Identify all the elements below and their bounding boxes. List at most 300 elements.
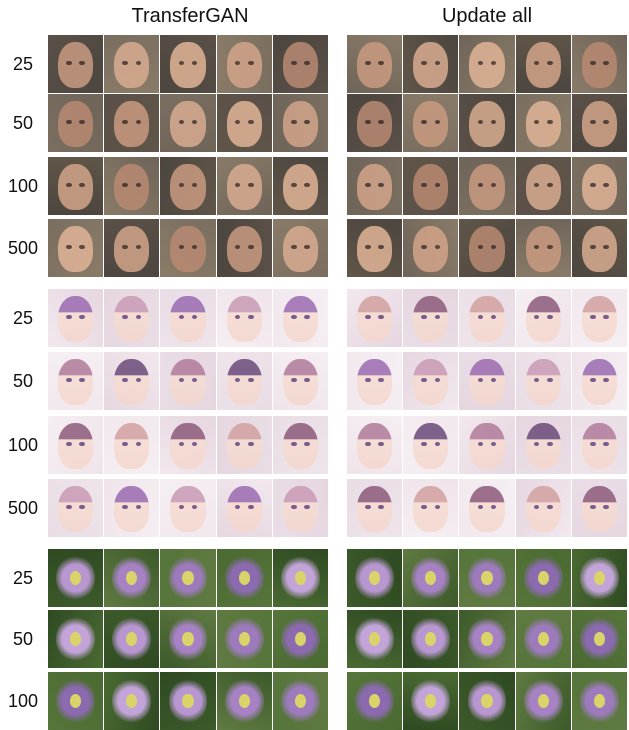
eye-shape <box>378 245 384 250</box>
generated-image <box>347 219 402 277</box>
eye-shape <box>304 245 310 250</box>
face-shape <box>469 164 504 210</box>
face-shape <box>283 42 318 88</box>
face-shape <box>114 423 149 469</box>
generated-image <box>403 416 458 474</box>
generated-image <box>273 672 328 730</box>
generated-image <box>516 352 571 410</box>
row-label-faces-50: 50 <box>12 113 34 133</box>
eye-shape <box>79 505 85 510</box>
flower-center <box>70 571 81 585</box>
flower-center <box>481 694 492 708</box>
face-shape <box>582 164 617 210</box>
generated-image <box>516 549 571 607</box>
generated-image <box>516 479 571 537</box>
flower-center <box>538 694 549 708</box>
generated-image <box>217 94 272 152</box>
generated-image <box>104 479 159 537</box>
eye-shape <box>421 505 427 510</box>
face-shape <box>227 423 262 469</box>
flower-center <box>70 632 81 646</box>
face-shape <box>58 101 93 147</box>
generated-image <box>572 672 627 730</box>
update-all-strip-anime-500 <box>347 479 627 537</box>
row-label-anime-50: 50 <box>12 371 34 391</box>
flower-center <box>369 694 380 708</box>
face-shape <box>526 359 561 405</box>
face-shape <box>227 42 262 88</box>
flower-center <box>182 694 193 708</box>
flower-center <box>369 632 380 646</box>
eye-shape <box>66 245 72 250</box>
eye-shape <box>603 505 609 510</box>
generated-image <box>459 416 514 474</box>
eye-shape <box>365 120 371 125</box>
eye-shape <box>79 442 85 447</box>
eye-shape <box>122 120 128 125</box>
generated-image <box>403 157 458 215</box>
face-shape <box>582 226 617 272</box>
generated-image <box>403 219 458 277</box>
face-shape <box>413 226 448 272</box>
eye-shape <box>547 120 553 125</box>
generated-image <box>516 416 571 474</box>
eye-shape <box>122 378 128 383</box>
transfergan-strip-anime-500 <box>48 479 328 537</box>
face-shape <box>58 42 93 88</box>
eye-shape <box>79 245 85 250</box>
eye-shape <box>378 505 384 510</box>
face-shape <box>413 164 448 210</box>
face-shape <box>283 296 318 342</box>
flower-center <box>594 694 605 708</box>
generated-image <box>217 289 272 347</box>
face-shape <box>357 296 392 342</box>
eye-shape <box>291 442 297 447</box>
generated-image <box>572 35 627 93</box>
eye-shape <box>79 315 85 320</box>
eye-shape <box>590 61 596 66</box>
eye-shape <box>248 183 254 188</box>
face-shape <box>114 164 149 210</box>
transfergan-strip-flowers-50 <box>48 610 328 668</box>
face-shape <box>283 486 318 532</box>
eye-shape <box>79 378 85 383</box>
generated-image <box>104 35 159 93</box>
generated-image <box>48 289 103 347</box>
face-shape <box>170 486 205 532</box>
face-shape <box>114 226 149 272</box>
generated-image <box>160 35 215 93</box>
eye-shape <box>304 183 310 188</box>
update-all-strip-flowers-50 <box>347 610 627 668</box>
eye-shape <box>66 505 72 510</box>
eye-shape <box>590 442 596 447</box>
row-label-anime-500: 500 <box>7 498 39 518</box>
generated-image <box>403 549 458 607</box>
generated-image <box>459 610 514 668</box>
transfergan-strip-flowers-100 <box>48 672 328 730</box>
generated-image <box>403 672 458 730</box>
flower-center <box>295 571 306 585</box>
generated-image <box>48 94 103 152</box>
generated-image <box>347 416 402 474</box>
generated-image <box>516 35 571 93</box>
face-shape <box>582 423 617 469</box>
generated-image <box>459 94 514 152</box>
eye-shape <box>66 183 72 188</box>
face-shape <box>469 296 504 342</box>
face-shape <box>227 486 262 532</box>
face-shape <box>413 423 448 469</box>
flower-center <box>295 632 306 646</box>
generated-image <box>104 219 159 277</box>
face-shape <box>526 101 561 147</box>
generated-image <box>217 157 272 215</box>
face-shape <box>114 296 149 342</box>
generated-image <box>48 549 103 607</box>
transfergan-strip-anime-50 <box>48 352 328 410</box>
eye-shape <box>122 442 128 447</box>
eye-shape <box>590 183 596 188</box>
face-shape <box>283 359 318 405</box>
generated-image <box>104 610 159 668</box>
eye-shape <box>291 378 297 383</box>
generated-image <box>572 289 627 347</box>
eye-shape <box>66 378 72 383</box>
eye-shape <box>79 61 85 66</box>
face-shape <box>170 164 205 210</box>
eye-shape <box>291 61 297 66</box>
row-label-flowers-50: 50 <box>12 629 34 649</box>
generated-image <box>347 672 402 730</box>
row-label-anime-25: 25 <box>12 308 34 328</box>
generated-image <box>572 416 627 474</box>
row-label-anime-100: 100 <box>7 435 39 455</box>
eye-shape <box>304 315 310 320</box>
generated-image <box>160 672 215 730</box>
generated-image <box>459 289 514 347</box>
flower-center <box>538 571 549 585</box>
face-shape <box>357 101 392 147</box>
eye-shape <box>421 61 427 66</box>
generated-image <box>104 94 159 152</box>
eye-shape <box>304 505 310 510</box>
generated-image <box>273 94 328 152</box>
face-shape <box>114 486 149 532</box>
transfergan-strip-flowers-25 <box>48 549 328 607</box>
face-shape <box>413 42 448 88</box>
face-shape <box>58 423 93 469</box>
eye-shape <box>603 245 609 250</box>
row-label-faces-25: 25 <box>12 54 34 74</box>
face-shape <box>227 164 262 210</box>
generated-image <box>459 479 514 537</box>
generated-image <box>459 352 514 410</box>
eye-shape <box>291 183 297 188</box>
flower-center <box>594 632 605 646</box>
eye-shape <box>248 442 254 447</box>
generated-image <box>459 672 514 730</box>
generated-image <box>273 416 328 474</box>
generated-image <box>273 549 328 607</box>
face-shape <box>413 101 448 147</box>
face-shape <box>582 42 617 88</box>
generated-image <box>403 610 458 668</box>
generated-image <box>347 289 402 347</box>
generated-image <box>160 549 215 607</box>
update-all-strip-faces-100 <box>347 157 627 215</box>
face-shape <box>413 359 448 405</box>
column-header-transfergan: TransferGAN <box>131 5 249 27</box>
eye-shape <box>378 61 384 66</box>
eye-shape <box>79 120 85 125</box>
generated-image <box>347 157 402 215</box>
face-shape <box>469 486 504 532</box>
face-shape <box>582 296 617 342</box>
face-shape <box>582 486 617 532</box>
generated-image <box>217 219 272 277</box>
generated-image <box>273 35 328 93</box>
eye-shape <box>590 378 596 383</box>
eye-shape <box>547 505 553 510</box>
row-label-flowers-100: 100 <box>7 691 39 711</box>
generated-image <box>48 479 103 537</box>
face-shape <box>283 101 318 147</box>
eye-shape <box>421 245 427 250</box>
generated-image <box>160 479 215 537</box>
generated-image <box>403 94 458 152</box>
generated-image <box>347 610 402 668</box>
eye-shape <box>122 245 128 250</box>
face-shape <box>170 226 205 272</box>
eye-shape <box>378 120 384 125</box>
eye-shape <box>603 120 609 125</box>
eye-shape <box>547 315 553 320</box>
flower-center <box>538 632 549 646</box>
eye-shape <box>365 315 371 320</box>
eye-shape <box>122 505 128 510</box>
face-shape <box>227 359 262 405</box>
generated-image <box>48 352 103 410</box>
face-shape <box>582 101 617 147</box>
eye-shape <box>547 183 553 188</box>
generated-image <box>347 479 402 537</box>
generated-image <box>459 35 514 93</box>
generated-image <box>48 35 103 93</box>
generated-image <box>48 672 103 730</box>
generated-image <box>48 219 103 277</box>
eye-shape <box>547 61 553 66</box>
face-shape <box>582 359 617 405</box>
face-shape <box>469 101 504 147</box>
generated-image <box>217 35 272 93</box>
face-shape <box>469 359 504 405</box>
flower-center <box>70 694 81 708</box>
generated-image <box>273 610 328 668</box>
eye-shape <box>365 442 371 447</box>
eye-shape <box>603 442 609 447</box>
eye-shape <box>378 183 384 188</box>
flower-center <box>239 632 250 646</box>
generated-image <box>104 416 159 474</box>
eye-shape <box>378 315 384 320</box>
generated-image <box>273 289 328 347</box>
generated-image <box>48 416 103 474</box>
flower-center <box>369 571 380 585</box>
flower-center <box>239 571 250 585</box>
face-shape <box>357 486 392 532</box>
generated-image <box>347 549 402 607</box>
eye-shape <box>304 378 310 383</box>
generated-image <box>516 219 571 277</box>
face-shape <box>170 359 205 405</box>
eye-shape <box>304 120 310 125</box>
face-shape <box>469 42 504 88</box>
transfergan-strip-faces-100 <box>48 157 328 215</box>
generated-image <box>104 352 159 410</box>
eye-shape <box>547 245 553 250</box>
face-shape <box>170 42 205 88</box>
generated-image <box>403 479 458 537</box>
column-header-update-all: Update all <box>441 5 533 27</box>
eye-shape <box>248 245 254 250</box>
eye-shape <box>304 61 310 66</box>
eye-shape <box>122 315 128 320</box>
generated-image <box>572 610 627 668</box>
generated-image <box>347 35 402 93</box>
generated-image <box>48 610 103 668</box>
generated-image <box>572 157 627 215</box>
generated-image <box>160 157 215 215</box>
face-shape <box>114 359 149 405</box>
generated-image <box>273 219 328 277</box>
eye-shape <box>122 183 128 188</box>
face-shape <box>170 423 205 469</box>
generated-image <box>516 610 571 668</box>
face-shape <box>58 226 93 272</box>
update-all-strip-flowers-25 <box>347 549 627 607</box>
generated-image <box>104 157 159 215</box>
face-shape <box>357 226 392 272</box>
transfergan-strip-faces-50 <box>48 94 328 152</box>
generated-image <box>572 94 627 152</box>
eye-shape <box>291 245 297 250</box>
eye-shape <box>365 245 371 250</box>
generated-image <box>217 416 272 474</box>
eye-shape <box>603 315 609 320</box>
generated-image <box>104 549 159 607</box>
transfergan-strip-anime-25 <box>48 289 328 347</box>
eye-shape <box>248 505 254 510</box>
flower-center <box>594 571 605 585</box>
eye-shape <box>66 61 72 66</box>
face-shape <box>413 296 448 342</box>
face-shape <box>58 359 93 405</box>
face-shape <box>469 423 504 469</box>
generated-image <box>160 352 215 410</box>
generated-image <box>572 479 627 537</box>
face-shape <box>357 164 392 210</box>
generated-image <box>217 610 272 668</box>
eye-shape <box>66 120 72 125</box>
eye-shape <box>603 61 609 66</box>
face-shape <box>357 42 392 88</box>
eye-shape <box>421 378 427 383</box>
generated-image <box>160 219 215 277</box>
generated-image <box>516 157 571 215</box>
update-all-strip-flowers-100 <box>347 672 627 730</box>
face-shape <box>526 423 561 469</box>
generated-image <box>459 157 514 215</box>
eye-shape <box>603 183 609 188</box>
face-shape <box>227 101 262 147</box>
generated-image <box>459 219 514 277</box>
row-label-faces-100: 100 <box>7 176 39 196</box>
generated-image <box>403 289 458 347</box>
generated-image <box>572 549 627 607</box>
generated-image <box>104 672 159 730</box>
eye-shape <box>421 120 427 125</box>
eye-shape <box>365 505 371 510</box>
flower-center <box>295 694 306 708</box>
update-all-strip-faces-500 <box>347 219 627 277</box>
face-shape <box>526 164 561 210</box>
face-shape <box>469 226 504 272</box>
eye-shape <box>365 378 371 383</box>
face-shape <box>114 42 149 88</box>
generated-image <box>403 35 458 93</box>
generated-image <box>459 549 514 607</box>
eye-shape <box>378 442 384 447</box>
flower-center <box>239 694 250 708</box>
update-all-strip-faces-50 <box>347 94 627 152</box>
update-all-strip-anime-100 <box>347 416 627 474</box>
flower-center <box>182 571 193 585</box>
generated-image <box>217 672 272 730</box>
eye-shape <box>122 61 128 66</box>
face-shape <box>526 486 561 532</box>
eye-shape <box>603 378 609 383</box>
eye-shape <box>590 505 596 510</box>
eye-shape <box>248 120 254 125</box>
update-all-strip-anime-25 <box>347 289 627 347</box>
eye-shape <box>421 183 427 188</box>
generated-image <box>273 352 328 410</box>
generated-image <box>273 479 328 537</box>
eye-shape <box>547 378 553 383</box>
generated-image <box>160 289 215 347</box>
eye-shape <box>421 442 427 447</box>
eye-shape <box>378 378 384 383</box>
generated-image <box>160 94 215 152</box>
face-shape <box>413 486 448 532</box>
face-shape <box>170 296 205 342</box>
update-all-strip-anime-50 <box>347 352 627 410</box>
generated-image <box>160 416 215 474</box>
face-shape <box>227 226 262 272</box>
face-shape <box>283 164 318 210</box>
flower-center <box>182 632 193 646</box>
face-shape <box>58 164 93 210</box>
update-all-strip-faces-25 <box>347 35 627 93</box>
generated-image <box>217 479 272 537</box>
eye-shape <box>590 315 596 320</box>
row-label-flowers-25: 25 <box>12 568 34 588</box>
eye-shape <box>365 61 371 66</box>
generated-image <box>217 549 272 607</box>
eye-shape <box>590 120 596 125</box>
